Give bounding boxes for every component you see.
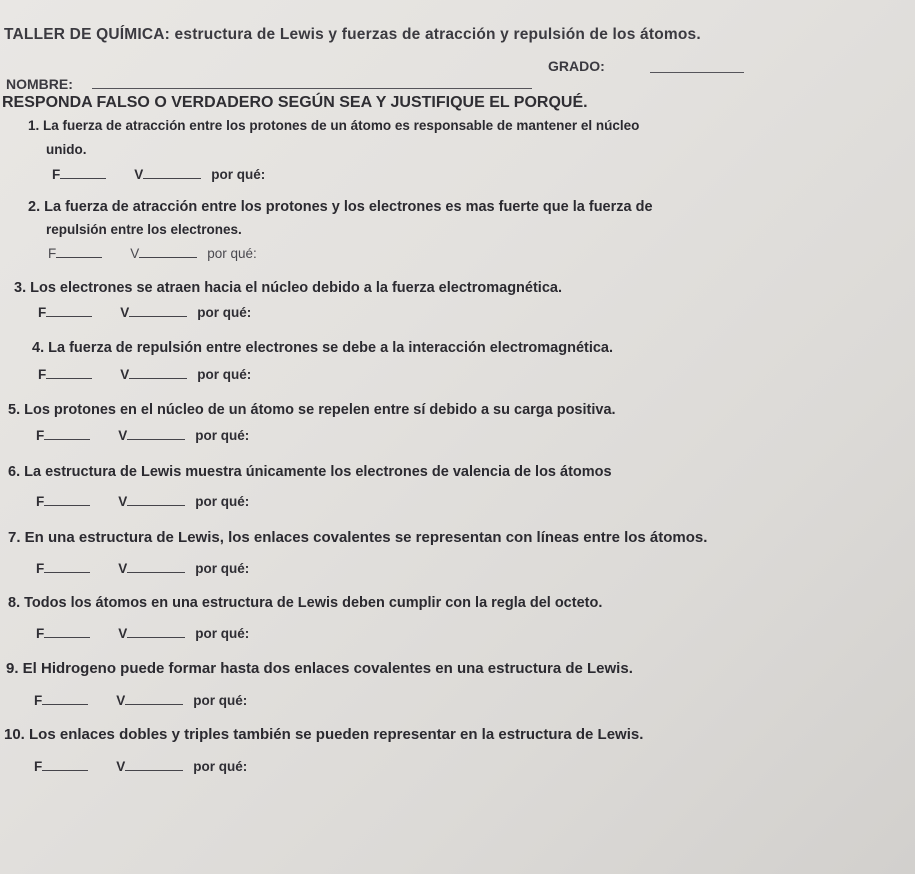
false-label: F	[38, 305, 47, 320]
porque-label: por qué:	[195, 626, 250, 641]
true-label: V	[116, 759, 126, 774]
true-blank[interactable]	[143, 166, 201, 179]
true-blank[interactable]	[139, 245, 197, 258]
false-blank[interactable]	[44, 625, 90, 638]
true-label: V	[118, 626, 128, 641]
true-label: V	[118, 561, 128, 576]
false-label: F	[52, 167, 61, 182]
false-label: F	[36, 494, 45, 509]
true-blank[interactable]	[125, 692, 183, 705]
porque-label: por qué:	[207, 246, 257, 261]
question-2-answer-row	[48, 245, 257, 261]
true-label: V	[118, 494, 128, 509]
false-blank[interactable]	[44, 493, 90, 506]
question-10-text: 10. Los enlaces dobles y triples también se pueden representar en la estructura de Lewis.	[4, 726, 644, 743]
true-label: V	[120, 367, 130, 382]
true-blank[interactable]	[127, 625, 185, 638]
false-label: F	[36, 561, 45, 576]
false-blank[interactable]	[56, 245, 102, 258]
question-4-answer-row	[38, 366, 251, 382]
porque-label: por qué:	[197, 367, 252, 382]
porque-label: por qué:	[197, 305, 252, 320]
false-label: F	[34, 693, 43, 708]
nombre-label: NOMBRE:	[6, 76, 73, 92]
true-blank[interactable]	[127, 493, 185, 506]
false-label: F	[36, 428, 45, 443]
false-label: F	[38, 367, 47, 382]
false-blank[interactable]	[44, 427, 90, 440]
false-label: F	[36, 626, 45, 641]
true-label: V	[118, 428, 128, 443]
false-blank[interactable]	[46, 304, 92, 317]
false-label: F	[48, 246, 57, 261]
false-blank[interactable]	[42, 758, 88, 771]
false-blank[interactable]	[44, 560, 90, 573]
question-3-text: 3. Los electrones se atraen hacia el núcleo debido a la fuerza electromagnética.	[14, 280, 562, 296]
question-9-text: 9. El Hidrogeno puede formar hasta dos enlaces covalentes en una estructura de Lewis.	[6, 660, 633, 677]
worksheet-title: TALLER DE QUÍMICA: estructura de Lewis y fuerzas de atracción y repulsión de los átomos.	[4, 26, 701, 43]
porque-label: por qué:	[193, 693, 248, 708]
grado-label: GRADO:	[548, 58, 605, 74]
question-9-answer-row	[34, 692, 247, 708]
grado-field[interactable]	[650, 72, 744, 73]
true-blank[interactable]	[125, 758, 183, 771]
porque-label: por qué:	[195, 494, 250, 509]
question-7-answer-row	[36, 560, 249, 576]
question-2-text-cont: repulsión entre los electrones.	[46, 222, 242, 237]
question-7-text: 7. En una estructura de Lewis, los enlaces covalentes se representan con líneas entre los átomos.	[8, 529, 708, 546]
question-10-answer-row	[34, 758, 247, 774]
question-4-text: 4. La fuerza de repulsión entre electrones se debe a la interacción electromagnética.	[32, 340, 614, 356]
porque-label: por qué:	[195, 561, 250, 576]
false-blank[interactable]	[46, 366, 92, 379]
question-8-text: 8. Todos los átomos en una estructura de Lewis deben cumplir con la regla del octeto.	[8, 595, 603, 611]
question-2-text: 2. La fuerza de atracción entre los protones y los electrones es mas fuerte que la fuerza de	[28, 199, 653, 215]
instructions: RESPONDA FALSO O VERDADERO SEGÚN SEA Y JUSTIFIQUE EL PORQUÉ.	[2, 94, 588, 111]
true-blank[interactable]	[129, 304, 187, 317]
question-6-answer-row	[36, 493, 249, 509]
true-label: V	[120, 305, 130, 320]
true-blank[interactable]	[127, 560, 185, 573]
porque-label: por qué:	[193, 759, 248, 774]
porque-label: por qué:	[211, 167, 266, 182]
question-1-answer-row	[52, 166, 265, 182]
false-blank[interactable]	[42, 692, 88, 705]
nombre-field[interactable]	[92, 88, 532, 89]
true-blank[interactable]	[127, 427, 185, 440]
question-5-text: 5. Los protones en el núcleo de un átomo se repelen entre sí debido a su carga positiva.	[8, 402, 616, 418]
question-8-answer-row	[36, 625, 249, 641]
question-1-text: 1. La fuerza de atracción entre los protones de un átomo es responsable de mantener el núcleo	[28, 118, 640, 133]
true-label: V	[116, 693, 126, 708]
porque-label: por qué:	[195, 428, 250, 443]
false-blank[interactable]	[60, 166, 106, 179]
true-label: V	[134, 167, 144, 182]
question-1-text-cont: unido.	[46, 142, 87, 157]
question-3-answer-row	[38, 304, 251, 320]
question-6-text: 6. La estructura de Lewis muestra únicamente los electrones de valencia de los átomos	[8, 464, 612, 480]
question-5-answer-row	[36, 427, 249, 443]
true-blank[interactable]	[129, 366, 187, 379]
false-label: F	[34, 759, 43, 774]
true-label: V	[130, 246, 140, 261]
